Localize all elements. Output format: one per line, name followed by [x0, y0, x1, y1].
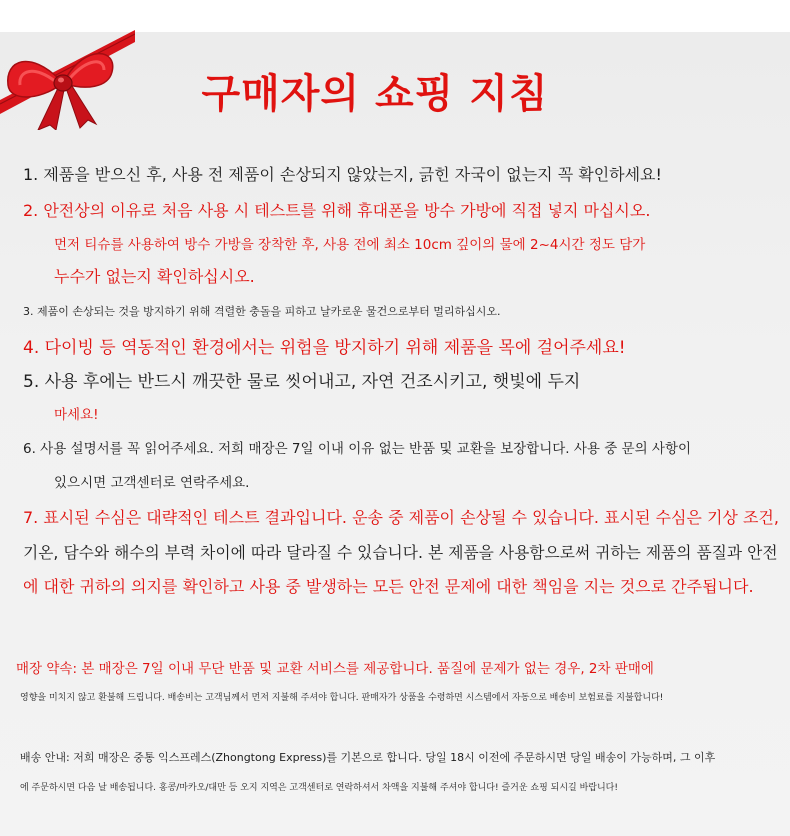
rule-6: 6. 사용 설명서를 꼭 읽어주세요. 저희 매장은 7일 이내 이유 없는 반품 및 교환을 보장합니다. 사용 중 문의 사항이: [23, 441, 692, 457]
rule-7-line-2: 기온, 담수와 해수의 부력 차이에 따라 달라질 수 있습니다. 본 제품을 사용함으로써 귀하는 제품의 품질과 안전: [23, 543, 778, 562]
rule-7-line-1: 7. 표시된 수심은 대략적인 테스트 결과입니다. 운송 중 제품이 손상될 수 있습니다. 표시된 수심은 기상 조건,: [23, 508, 779, 527]
rule-7-line-3: 에 대한 귀하의 의지를 확인하고 사용 중 발생하는 모든 안전 문제에 대한 책임을 지는 것으로 간주됩니다.: [23, 577, 754, 596]
shipping-info-line-2: 에 주문하시면 다음 날 배송됩니다. 홍콩/마카오/대만 등 오지 지역은 고객센터로 연락하셔서 차액을 지불해 주셔야 합니다! 즐거운 쇼핑 되시길 바랍니다!: [20, 783, 618, 793]
rule-5: 5. 사용 후에는 반드시 깨끗한 물로 씻어내고, 자연 건조시키고, 햇빛에 두지: [23, 372, 581, 392]
rule-6-detail: 있으시면 고객센터로 연락주세요.: [54, 475, 250, 491]
page-title: 구매자의 쇼핑 지침: [201, 71, 549, 117]
rule-2-detail-1: 먼저 티슈를 사용하여 방수 가방을 장착한 후, 사용 전에 최소 10cm 깊이의 물에 2~4시간 정도 담가: [54, 237, 646, 253]
rule-4: 4. 다이빙 등 역동적인 환경에서는 위험을 방지하기 위해 제품을 목에 걸어주세요!: [23, 338, 626, 358]
guide-panel: [0, 32, 790, 836]
rule-5-detail: 마세요!: [54, 407, 99, 423]
rule-2-detail-2: 누수가 없는지 확인하십시오.: [54, 267, 255, 286]
rule-1: 1. 제품을 받으신 후, 사용 전 제품이 손상되지 않았는지, 긁힌 자국이 없는지 꼭 확인하세요!: [23, 165, 662, 184]
top-margin: [0, 0, 790, 32]
store-promise-line-1: 매장 약속: 본 매장은 7일 이내 무단 반품 및 교환 서비스를 제공합니다. 품질에 문제가 없는 경우, 2차 판매에: [16, 661, 654, 677]
shipping-info-line-1: 배송 안내: 저희 매장은 중통 익스프레스(Zhongtong Express)를 기본으로 합니다. 당일 18시 이전에 주문하시면 당일 배송이 가능하며, 그 이후: [20, 751, 716, 764]
rule-3: 3. 제품이 손상되는 것을 방지하기 위해 격렬한 충돌을 피하고 날카로운 물건으로부터 멀리하십시오.: [23, 305, 501, 318]
store-promise-line-2: 영향을 미치지 않고 환불해 드립니다. 배송비는 고객님께서 먼저 지불해 주셔야 합니다. 판매자가 상품을 수령하면 시스템에서 자동으로 배송비 보험료를 지불합니다!: [20, 693, 664, 703]
rule-2: 2. 안전상의 이유로 처음 사용 시 테스트를 위해 휴대폰을 방수 가방에 직접 넣지 마십시오.: [23, 201, 651, 220]
